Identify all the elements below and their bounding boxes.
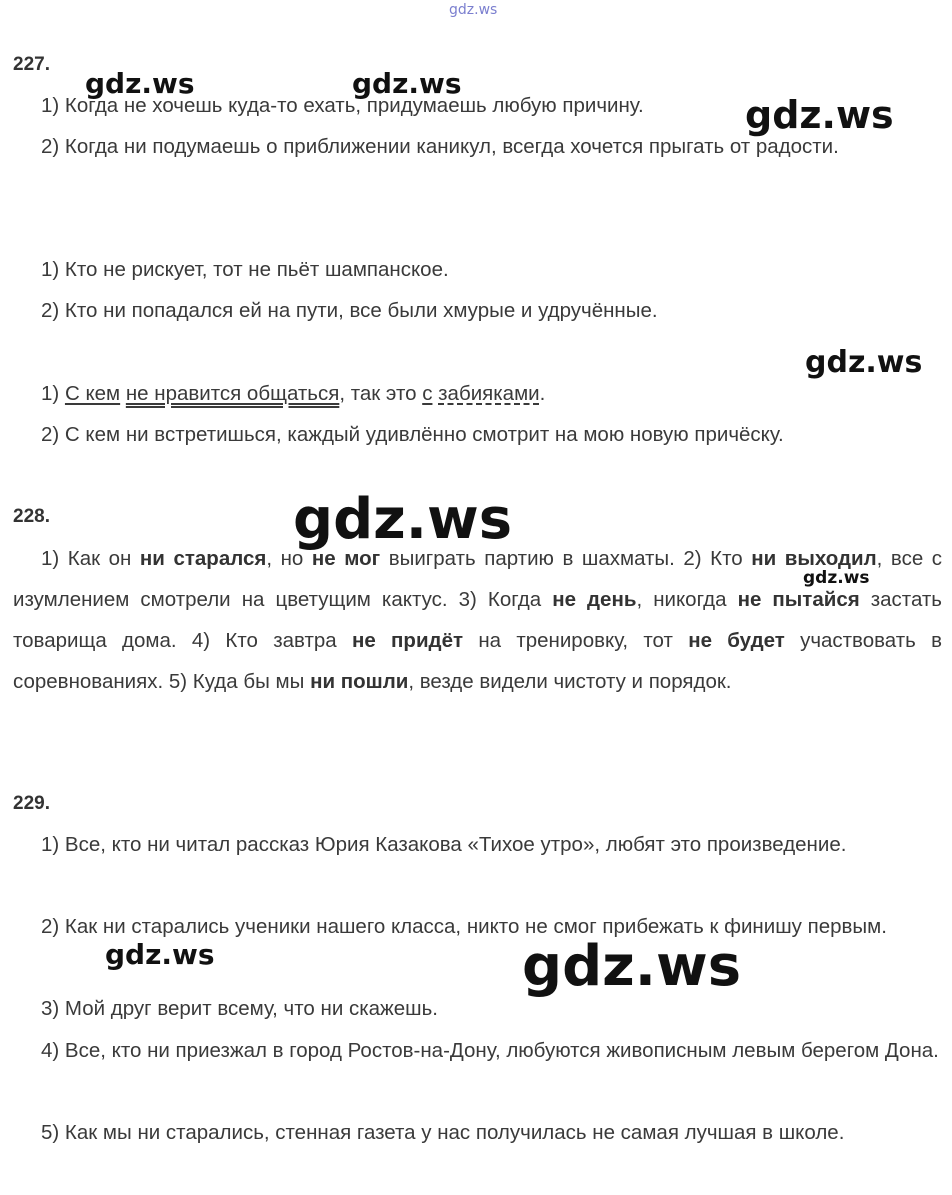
ex227-line-2: 2) Когда ни подумаешь о приближении каникул, всегда хочется прыгать от радости. [41, 135, 839, 158]
bold-phrase: ни старался [139, 547, 267, 570]
ex227-line-1: 1) Когда не хочешь куда-то ехать, придумаешь любую причину. [41, 94, 644, 117]
ex227-line-6: 2) С кем ни встретишься, каждый удивлённо смотрит на мою новую причёску. [41, 423, 784, 446]
watermark: gdz.ws [805, 345, 923, 380]
ex227-line-3: 1) Кто не рискует, тот не пьёт шампанское. [41, 258, 449, 281]
watermark: gdz.ws [105, 938, 215, 971]
bold-phrase: ни пошли [310, 670, 409, 693]
ex229-line-3: 3) Мой друг верит всему, что ни скажешь. [41, 997, 438, 1020]
bold-phrase: не пытайся [737, 588, 860, 611]
watermark-large: gdz.ws [293, 487, 513, 552]
exercise-number-228: 228. [13, 506, 50, 527]
bold-phrase: не мог [311, 547, 381, 570]
underline-subject: С кем [64, 382, 121, 405]
ex227-line-4: 2) Кто ни попадался ей на пути, все были хмурые и удручённые. [41, 299, 658, 322]
ex227-line-5: 1) С кем не нравится общаться, так это с забияками. [41, 382, 546, 405]
bold-phrase: не будет [688, 629, 785, 652]
watermark: gdz.ws [85, 67, 195, 100]
underline-predicate: не нравится общаться [125, 382, 340, 405]
watermark: gdz.ws [352, 67, 462, 100]
ex229-line-1: 1) Все, кто ни читал рассказ Юрия Казакова «Тихое утро», любят это произведение. [41, 833, 847, 856]
ex229-line-2: 2) Как ни старались ученики нашего класса, никто не смог прибежать к финишу первым. [41, 915, 887, 938]
watermark-large: gdz.ws [522, 934, 742, 999]
ex229-line-5: 5) Как мы ни старались, стенная газета у нас получилась не самая лучшая в школе. [41, 1121, 845, 1144]
ex229-line-4: 4) Все, кто ни приезжал в город Ростов-на-Дону, любуются живописным левым берегом Дона. [41, 1039, 939, 1062]
bold-phrase: не придёт [351, 629, 464, 652]
exercise-number-227: 227. [13, 54, 50, 75]
exercise-number-229: 229. [13, 793, 50, 814]
underline-object: забияками [438, 382, 540, 405]
watermark-small: gdz.ws [803, 568, 870, 588]
bold-phrase: не день [552, 588, 637, 611]
watermark: gdz.ws [745, 93, 894, 137]
bold-phrase: ни выходил [751, 547, 877, 570]
ex228-paragraph: 1) Как он ни старался, но не мог выиграть партию в шахматы. 2) Кто ни выходил, все с изумлением смотрели на цветущим кактус. 3) Когда не день, никогда не пытайся застать товарища дома. 4) Кто завтра не придёт на тренировку, тот не будет участвовать в соревнованиях. 5) Куда бы мы ни пошли, везде видели чистоту и порядок. [13, 547, 943, 693]
underline-preposition: с [422, 382, 433, 405]
watermark-small-top: gdz.ws [449, 2, 498, 18]
